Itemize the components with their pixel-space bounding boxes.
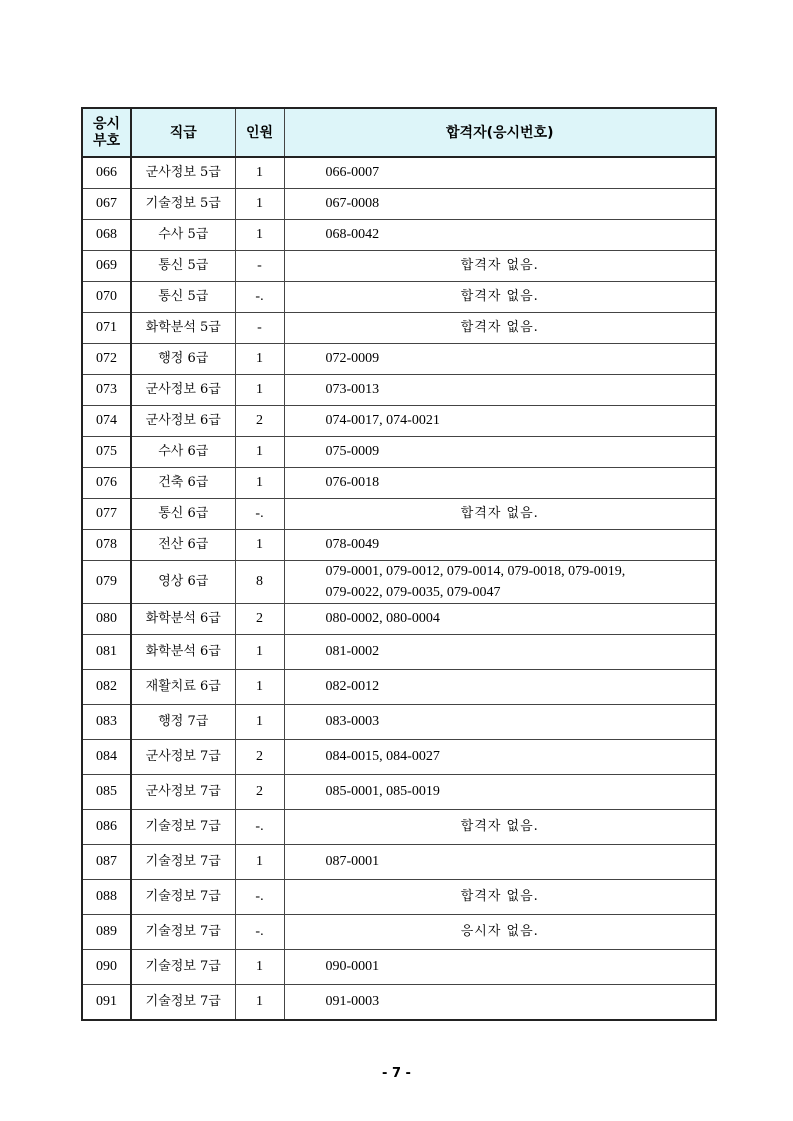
count-cell: 1 [235, 344, 284, 375]
table-row [82, 880, 716, 915]
header-exam-code-line1: 응시 [92, 115, 121, 132]
page-number: - 7 - [382, 1066, 411, 1081]
passers-line-2: 079-0022, 079-0035, 079-0047 [325, 585, 501, 600]
count-cell: 8 [235, 561, 284, 604]
results-table [81, 107, 717, 1021]
passers-cell: 066-0007 [284, 157, 716, 189]
table-body [82, 157, 716, 1020]
header-exam-code [82, 108, 131, 157]
count-cell: 1 [235, 670, 284, 705]
passers-cell: 합격자 없음. [284, 810, 716, 845]
passers-cell: 082-0012 [284, 670, 716, 705]
count-cell: 1 [235, 157, 284, 189]
exam-code-cell: 080 [82, 604, 131, 635]
count-cell: 1 [235, 220, 284, 251]
table-row [82, 406, 716, 437]
passers-cell: 068-0042 [284, 220, 716, 251]
grade-cell: 기술정보 7급 [131, 845, 235, 880]
table-row [82, 985, 716, 1021]
passers-cell: 072-0009 [284, 344, 716, 375]
grade-cell: 화학분석 5급 [131, 313, 235, 344]
count-cell: 1 [235, 530, 284, 561]
exam-code-cell: 084 [82, 740, 131, 775]
count-cell: 2 [235, 604, 284, 635]
grade-cell: 군사정보 7급 [131, 740, 235, 775]
exam-code-cell: 087 [82, 845, 131, 880]
grade-cell: 기술정보 7급 [131, 985, 235, 1021]
count-cell: -. [235, 810, 284, 845]
passers-cell: 080-0002, 080-0004 [284, 604, 716, 635]
table-row [82, 950, 716, 985]
exam-code-cell: 075 [82, 437, 131, 468]
table-row [82, 635, 716, 670]
passers-cell: 067-0008 [284, 189, 716, 220]
count-cell: 1 [235, 705, 284, 740]
passers-cell: 합격자 없음. [284, 282, 716, 313]
count-cell: -. [235, 915, 284, 950]
table-row [82, 437, 716, 468]
grade-cell: 군사정보 5급 [131, 157, 235, 189]
grade-cell: 통신 6급 [131, 499, 235, 530]
exam-code-cell: 071 [82, 313, 131, 344]
exam-code-cell: 069 [82, 251, 131, 282]
exam-code-cell: 088 [82, 880, 131, 915]
table-row [82, 740, 716, 775]
exam-code-cell: 083 [82, 705, 131, 740]
passers-cell: 075-0009 [284, 437, 716, 468]
passers-cell: 합격자 없음. [284, 499, 716, 530]
count-cell: 1 [235, 375, 284, 406]
grade-cell: 군사정보 7급 [131, 775, 235, 810]
table-row [82, 604, 716, 635]
grade-cell: 통신 5급 [131, 282, 235, 313]
count-cell: -. [235, 282, 284, 313]
passers-cell: 073-0013 [284, 375, 716, 406]
exam-code-cell: 085 [82, 775, 131, 810]
count-cell: - [235, 251, 284, 282]
exam-code-cell: 074 [82, 406, 131, 437]
passers-cell: 083-0003 [284, 705, 716, 740]
passers-cell: 084-0015, 084-0027 [284, 740, 716, 775]
count-cell: 1 [235, 189, 284, 220]
grade-cell: 수사 5급 [131, 220, 235, 251]
grade-cell: 행정 6급 [131, 344, 235, 375]
header-count: 인원 [235, 108, 284, 157]
count-cell: -. [235, 880, 284, 915]
table-row [82, 705, 716, 740]
exam-code-cell: 068 [82, 220, 131, 251]
passers-cell: 합격자 없음. [284, 880, 716, 915]
passers-cell: 합격자 없음. [284, 251, 716, 282]
table-row [82, 775, 716, 810]
count-cell: 1 [235, 985, 284, 1021]
passers-line-1: 079-0001, 079-0012, 079-0014, 079-0018, 079-0019, [325, 564, 626, 579]
table-row [82, 344, 716, 375]
table-row [82, 157, 716, 189]
table-row [82, 375, 716, 406]
exam-code-cell: 067 [82, 189, 131, 220]
passers-cell: 076-0018 [284, 468, 716, 499]
grade-cell: 영상 6급 [131, 561, 235, 604]
grade-cell: 통신 5급 [131, 251, 235, 282]
grade-cell: 기술정보 7급 [131, 950, 235, 985]
passers-cell: 078-0049 [284, 530, 716, 561]
count-cell: - [235, 313, 284, 344]
table-row [82, 670, 716, 705]
table-row [82, 561, 716, 604]
passers-cell: 090-0001 [284, 950, 716, 985]
table-row [82, 468, 716, 499]
passers-cell: 085-0001, 085-0019 [284, 775, 716, 810]
count-cell: -. [235, 499, 284, 530]
count-cell: 1 [235, 845, 284, 880]
exam-code-cell: 086 [82, 810, 131, 845]
exam-code-cell: 079 [82, 561, 131, 604]
passers-cell: 081-0002 [284, 635, 716, 670]
passers-cell: 응시자 없음. [284, 915, 716, 950]
grade-cell: 화학분석 6급 [131, 635, 235, 670]
grade-cell: 행정 7급 [131, 705, 235, 740]
grade-cell: 군사정보 6급 [131, 406, 235, 437]
grade-cell: 전산 6급 [131, 530, 235, 561]
exam-code-cell: 066 [82, 157, 131, 189]
count-cell: 1 [235, 437, 284, 468]
grade-cell: 수사 6급 [131, 437, 235, 468]
table-row [82, 810, 716, 845]
count-cell: 1 [235, 950, 284, 985]
table-row [82, 915, 716, 950]
exam-code-cell: 070 [82, 282, 131, 313]
passers-cell: 합격자 없음. [284, 313, 716, 344]
count-cell: 2 [235, 740, 284, 775]
count-cell: 1 [235, 635, 284, 670]
header-row [82, 108, 716, 157]
table-row [82, 251, 716, 282]
exam-code-cell: 073 [82, 375, 131, 406]
passers-cell [284, 561, 716, 604]
exam-code-cell: 076 [82, 468, 131, 499]
header-passers: 합격자(응시번호) [284, 108, 716, 157]
results-table-wrapper [81, 107, 715, 1021]
count-cell: 2 [235, 406, 284, 437]
exam-code-cell: 082 [82, 670, 131, 705]
count-cell: 1 [235, 468, 284, 499]
exam-code-cell: 077 [82, 499, 131, 530]
table-header [82, 108, 716, 157]
grade-cell: 기술정보 7급 [131, 880, 235, 915]
grade-cell: 재활치료 6급 [131, 670, 235, 705]
header-exam-code-line2: 부호 [92, 132, 121, 149]
exam-code-cell: 090 [82, 950, 131, 985]
exam-code-cell: 091 [82, 985, 131, 1021]
grade-cell: 기술정보 7급 [131, 810, 235, 845]
passers-cell: 091-0003 [284, 985, 716, 1021]
table-row [82, 189, 716, 220]
header-grade: 직급 [131, 108, 235, 157]
table-row [82, 313, 716, 344]
exam-code-cell: 081 [82, 635, 131, 670]
grade-cell: 화학분석 6급 [131, 604, 235, 635]
grade-cell: 군사정보 6급 [131, 375, 235, 406]
passers-cell: 087-0001 [284, 845, 716, 880]
table-row [82, 499, 716, 530]
grade-cell: 기술정보 7급 [131, 915, 235, 950]
exam-code-cell: 078 [82, 530, 131, 561]
table-row [82, 530, 716, 561]
passers-cell: 074-0017, 074-0021 [284, 406, 716, 437]
table-row [82, 220, 716, 251]
grade-cell: 건축 6급 [131, 468, 235, 499]
table-row [82, 282, 716, 313]
exam-code-cell: 089 [82, 915, 131, 950]
grade-cell: 기술정보 5급 [131, 189, 235, 220]
count-cell: 2 [235, 775, 284, 810]
table-row [82, 845, 716, 880]
exam-code-cell: 072 [82, 344, 131, 375]
